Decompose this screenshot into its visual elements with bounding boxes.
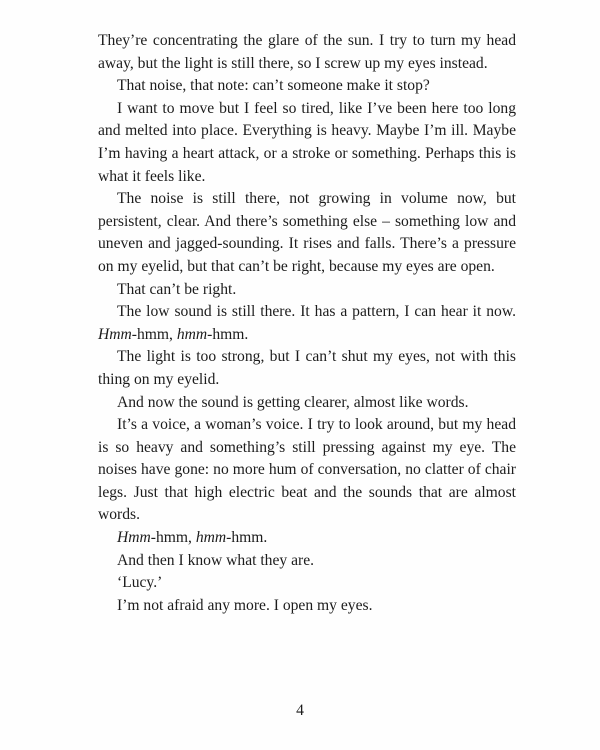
paragraph [98,75,516,98]
text-run: -hmm, [150,529,196,547]
text-run: ‘Lucy.’ [117,574,163,592]
body-text [98,30,516,617]
text-run: The light is too strong, but I can’t shut my eyes, not with this thing on my eyelid. [98,348,516,388]
paragraph [98,414,516,527]
italic-text: hmm [176,325,208,343]
text-run: It’s a voice, a woman’s voice. I try to look around, but my head is so heavy and something’s still pressing against my eye. The noises have gone: no more hum of conversation, no clatter of chair legs. Just that high electric beat and the sounds that are almost words. [98,416,516,524]
text-run: I want to move but I feel so tired, like I’ve been here too long and melted into place. Everything is heavy. Maybe I’m ill. Maybe I’m having a heart attack, or a stroke or something. Perhaps this is what it feels like. [98,99,516,185]
paragraph [98,98,516,188]
text-run: They’re concentrating the glare of the sun. I try to turn my head away, but the light is still there, so I screw up my eyes instead. [98,32,516,72]
text-run: And now the sound is getting clearer, almost like words. [117,393,469,411]
text-run: I’m not afraid any more. I open my eyes. [117,596,373,614]
text-run: That can’t be right. [117,280,237,298]
paragraph [98,572,516,595]
paragraph [98,301,516,346]
paragraph [98,550,516,573]
italic-text: Hmm [117,529,151,547]
paragraph [98,392,516,415]
paragraph [98,527,516,550]
italic-text: Hmm [98,325,132,343]
paragraph [98,30,516,75]
text-run: The noise is still there, not growing in volume now, but persistent, clear. And there’s something else – something low and uneven and jagged-sounding. It rises and falls. There’s a pressure on my eyelid, but that can’t be right, because my eyes are open. [98,190,516,275]
text-run: -hmm. [207,325,249,343]
italic-text: hmm [195,529,227,547]
text-run: And then I know what they are. [117,551,315,569]
text-run: -hmm, [131,325,177,343]
paragraph [98,188,516,278]
text-run: The low sound is still there. It has a pattern, I can hear it now. [117,303,516,321]
page-number: 4 [296,702,304,719]
paragraph [98,346,516,391]
paragraph [98,279,516,302]
text-run: That noise, that note: can’t someone make it stop? [117,77,430,95]
text-run: -hmm. [226,529,268,547]
paragraph [98,595,516,618]
